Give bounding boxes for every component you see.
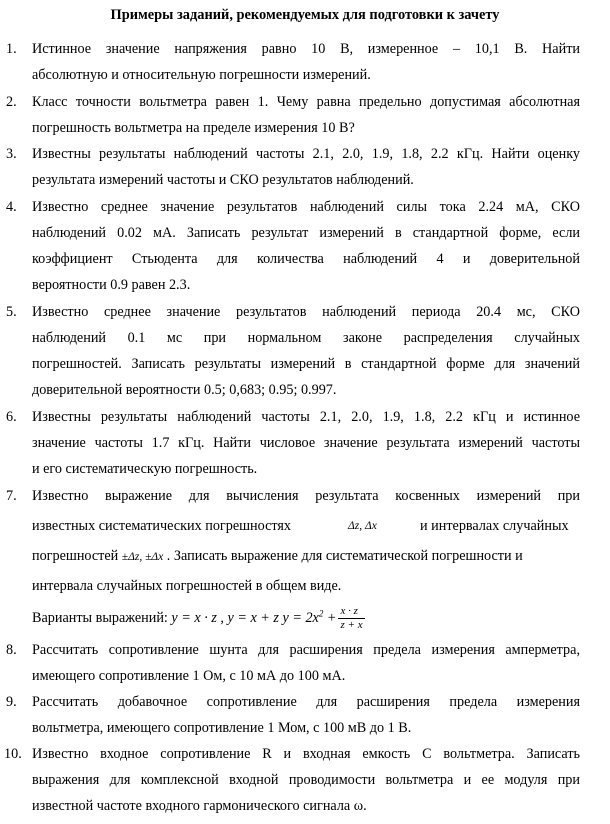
task-line: и его систематическую погрешность.	[32, 461, 258, 477]
task-line: наблюдений 0.02 мА. Записать результат измерений в стандартной форме, если	[32, 225, 580, 241]
page-title: Примеры заданий, рекомендуемых для подготовки к зачету	[110, 7, 500, 23]
expression-3: $y = 2x^2$ + $\frac{x \cdot z}{z + x}$	[282, 605, 363, 632]
systematic-errors-formula: Δz, Δx	[348, 520, 377, 532]
task-line: погрешность вольтметра на пределе измерения 10 В?	[32, 120, 355, 136]
task-line: Известно среднее значение результатов наблюдений силы тока 2.24 мА, СКО	[32, 199, 580, 215]
task-line: Истинное значение напряжения равно 10 В, измеренное – 10,1 В. Найти	[32, 41, 580, 57]
fraction: $\frac{x \cdot z}{z + x}$	[340, 605, 363, 632]
task-line: Класс точности вольтметра равен 1. Чему равна предельно допустимая абсолютная	[32, 94, 580, 110]
task-line: Известны результаты наблюдений частоты 2.1, 2.0, 1.9, 1.8, 2.2 кГц и истинное	[32, 409, 580, 425]
task-number: 6.	[6, 409, 17, 425]
random-errors-formula: ±Δz, ±Δx	[121, 551, 164, 563]
task-line: Рассчитать добавочное сопротивление для расширения предела измерения	[32, 694, 580, 710]
task-line-part: . Записать выражение для систематической погрешности и	[166, 548, 523, 564]
task-line: коэффициент Стьюдента для количества наблюдений 4 и доверительной	[32, 251, 580, 267]
task-line: выражения для комплексной входной проводимости вольтметра и ее модуля при	[32, 772, 580, 788]
task-line: известной частоте входного гармонического сигнала ω.	[32, 798, 367, 814]
task-line: значение частоты 1.7 кГц. Найти числовое значение результата измерений частоты	[32, 435, 580, 451]
task-number: 10.	[4, 746, 22, 762]
variants-label: Варианты выражений:	[32, 610, 168, 626]
expression-2: y = x + z	[227, 610, 279, 626]
task-number: 2.	[6, 94, 17, 110]
task-line: абсолютную и относительную погрешности измерений.	[32, 67, 371, 83]
task-number: 4.	[6, 199, 17, 215]
task-line: вероятности 0.9 равен 2.3.	[32, 277, 191, 293]
task-number: 3.	[6, 146, 17, 162]
task-line: вольтметра, имеющего сопротивление 1 Мом, с 100 мВ до 1 В.	[32, 720, 412, 736]
task-line: погрешностей. Записать результаты измерений в стандартной форме для значений	[32, 356, 580, 372]
task-number: 1.	[6, 41, 17, 57]
task-number: 9.	[6, 694, 17, 710]
task-line: наблюдений 0.1 мс при нормальном законе распределения случайных	[32, 330, 580, 346]
task-line-part: и интервалах случайных	[420, 518, 569, 534]
task-line: интервала случайных погрешностей в общем виде.	[32, 578, 342, 594]
task-line: Известны результаты наблюдений частоты 2.1, 2.0, 1.9, 1.8, 2.2 кГц. Найти оценку	[32, 146, 580, 162]
task-line-part: известных систематических погрешностях	[32, 518, 292, 534]
task-line: результата измерений частоты и СКО результатов наблюдений.	[32, 172, 414, 188]
task-line: Рассчитать сопротивление шунта для расширения предела измерения амперметра,	[32, 642, 580, 658]
task-line: Известно выражение для вычисления результата косвенных измерений при	[32, 488, 580, 504]
task-line: Известно входное сопротивление R и входная емкость C вольтметра. Записать	[32, 746, 580, 762]
task-line	[32, 605, 580, 631]
task-number: 5.	[6, 304, 17, 320]
task-line	[32, 513, 580, 539]
task-line	[32, 543, 580, 569]
task-number: 7.	[6, 488, 17, 504]
task-line: доверительной вероятности 0.5; 0,683; 0.95; 0.997.	[32, 382, 337, 398]
expression-1: y = x · z ,	[171, 610, 224, 626]
task-number: 8.	[6, 642, 17, 658]
task-line: Известно среднее значение результатов наблюдений периода 20.4 мс, СКО	[32, 304, 580, 320]
task-line: имеющего сопротивление 1 Ом, с 10 мА до 100 мА.	[32, 668, 346, 684]
task-line-part: погрешностей	[32, 548, 119, 564]
